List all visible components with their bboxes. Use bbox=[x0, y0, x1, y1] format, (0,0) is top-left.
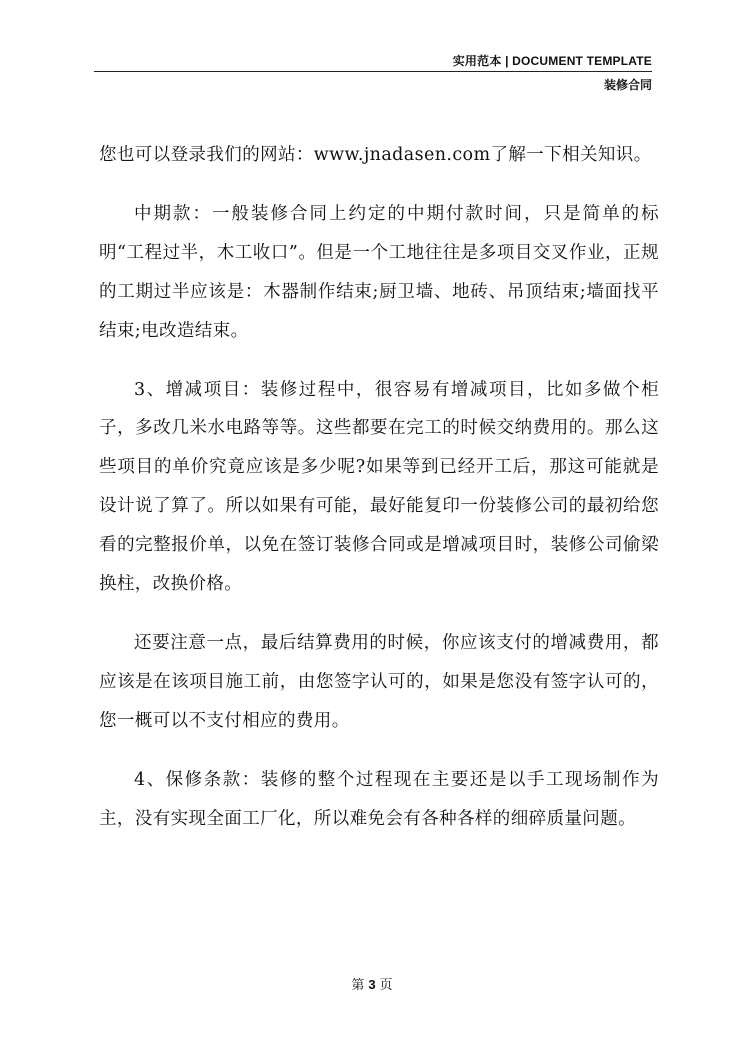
header-title: 实用范本 | DOCUMENT TEMPLATE bbox=[452, 54, 652, 68]
footer-suffix: 页 bbox=[379, 978, 393, 993]
header-divider bbox=[94, 71, 652, 72]
page-header bbox=[94, 52, 652, 90]
paragraph-warranty: 4、保修条款：装修的整个过程现在主要还是以手工现场制作为主，没有实现全面工厂化，所以难免会有各种各样的细碎质量问题。 bbox=[99, 769, 659, 829]
page-footer bbox=[0, 974, 744, 993]
page-number: 3 bbox=[368, 977, 376, 992]
footer-prefix: 第 bbox=[351, 978, 365, 993]
paragraph-mid-payment: 中期款：一般装修合同上约定的中期付款时间，只是简单的标明“工程过半，木工收口”。但是一个工地往往是多项目交叉作业，正规的工期过半应该是：木器制作结束;厨卫墙、地砖、吊顶结束;墙面找平结束;电改造结束。 bbox=[99, 203, 659, 341]
document-body bbox=[99, 136, 659, 859]
paragraph-added-items: 3、增减项目：装修过程中，很容易有增减项目，比如多做个柜子，多改几米水电路等等。这些都要在完工的时候交纳费用的。那么这些项目的单价究竟应该是多少呢?如果等到已经开工后，那这可能就是设计说了算了。所以如果有可能，最好能复印一份装修公司的最初给您看的完整报价单，以免在签订装修合同或是增减项目时，装修公司偷梁换柱，改换价格。 bbox=[99, 379, 659, 595]
header-subtitle: 装修合同 bbox=[603, 78, 652, 92]
paragraph-settlement-note: 还要注意一点，最后结算费用的时候，你应该支付的增减费用，都应该是在该项目施工前，由您签字认可的，如果是您没有签字认可的，您一概可以不支付相应的费用。 bbox=[99, 632, 659, 731]
paragraph-website: 您也可以登录我们的网站：www.jnadasen.com了解一下相关知识。 bbox=[99, 145, 652, 165]
